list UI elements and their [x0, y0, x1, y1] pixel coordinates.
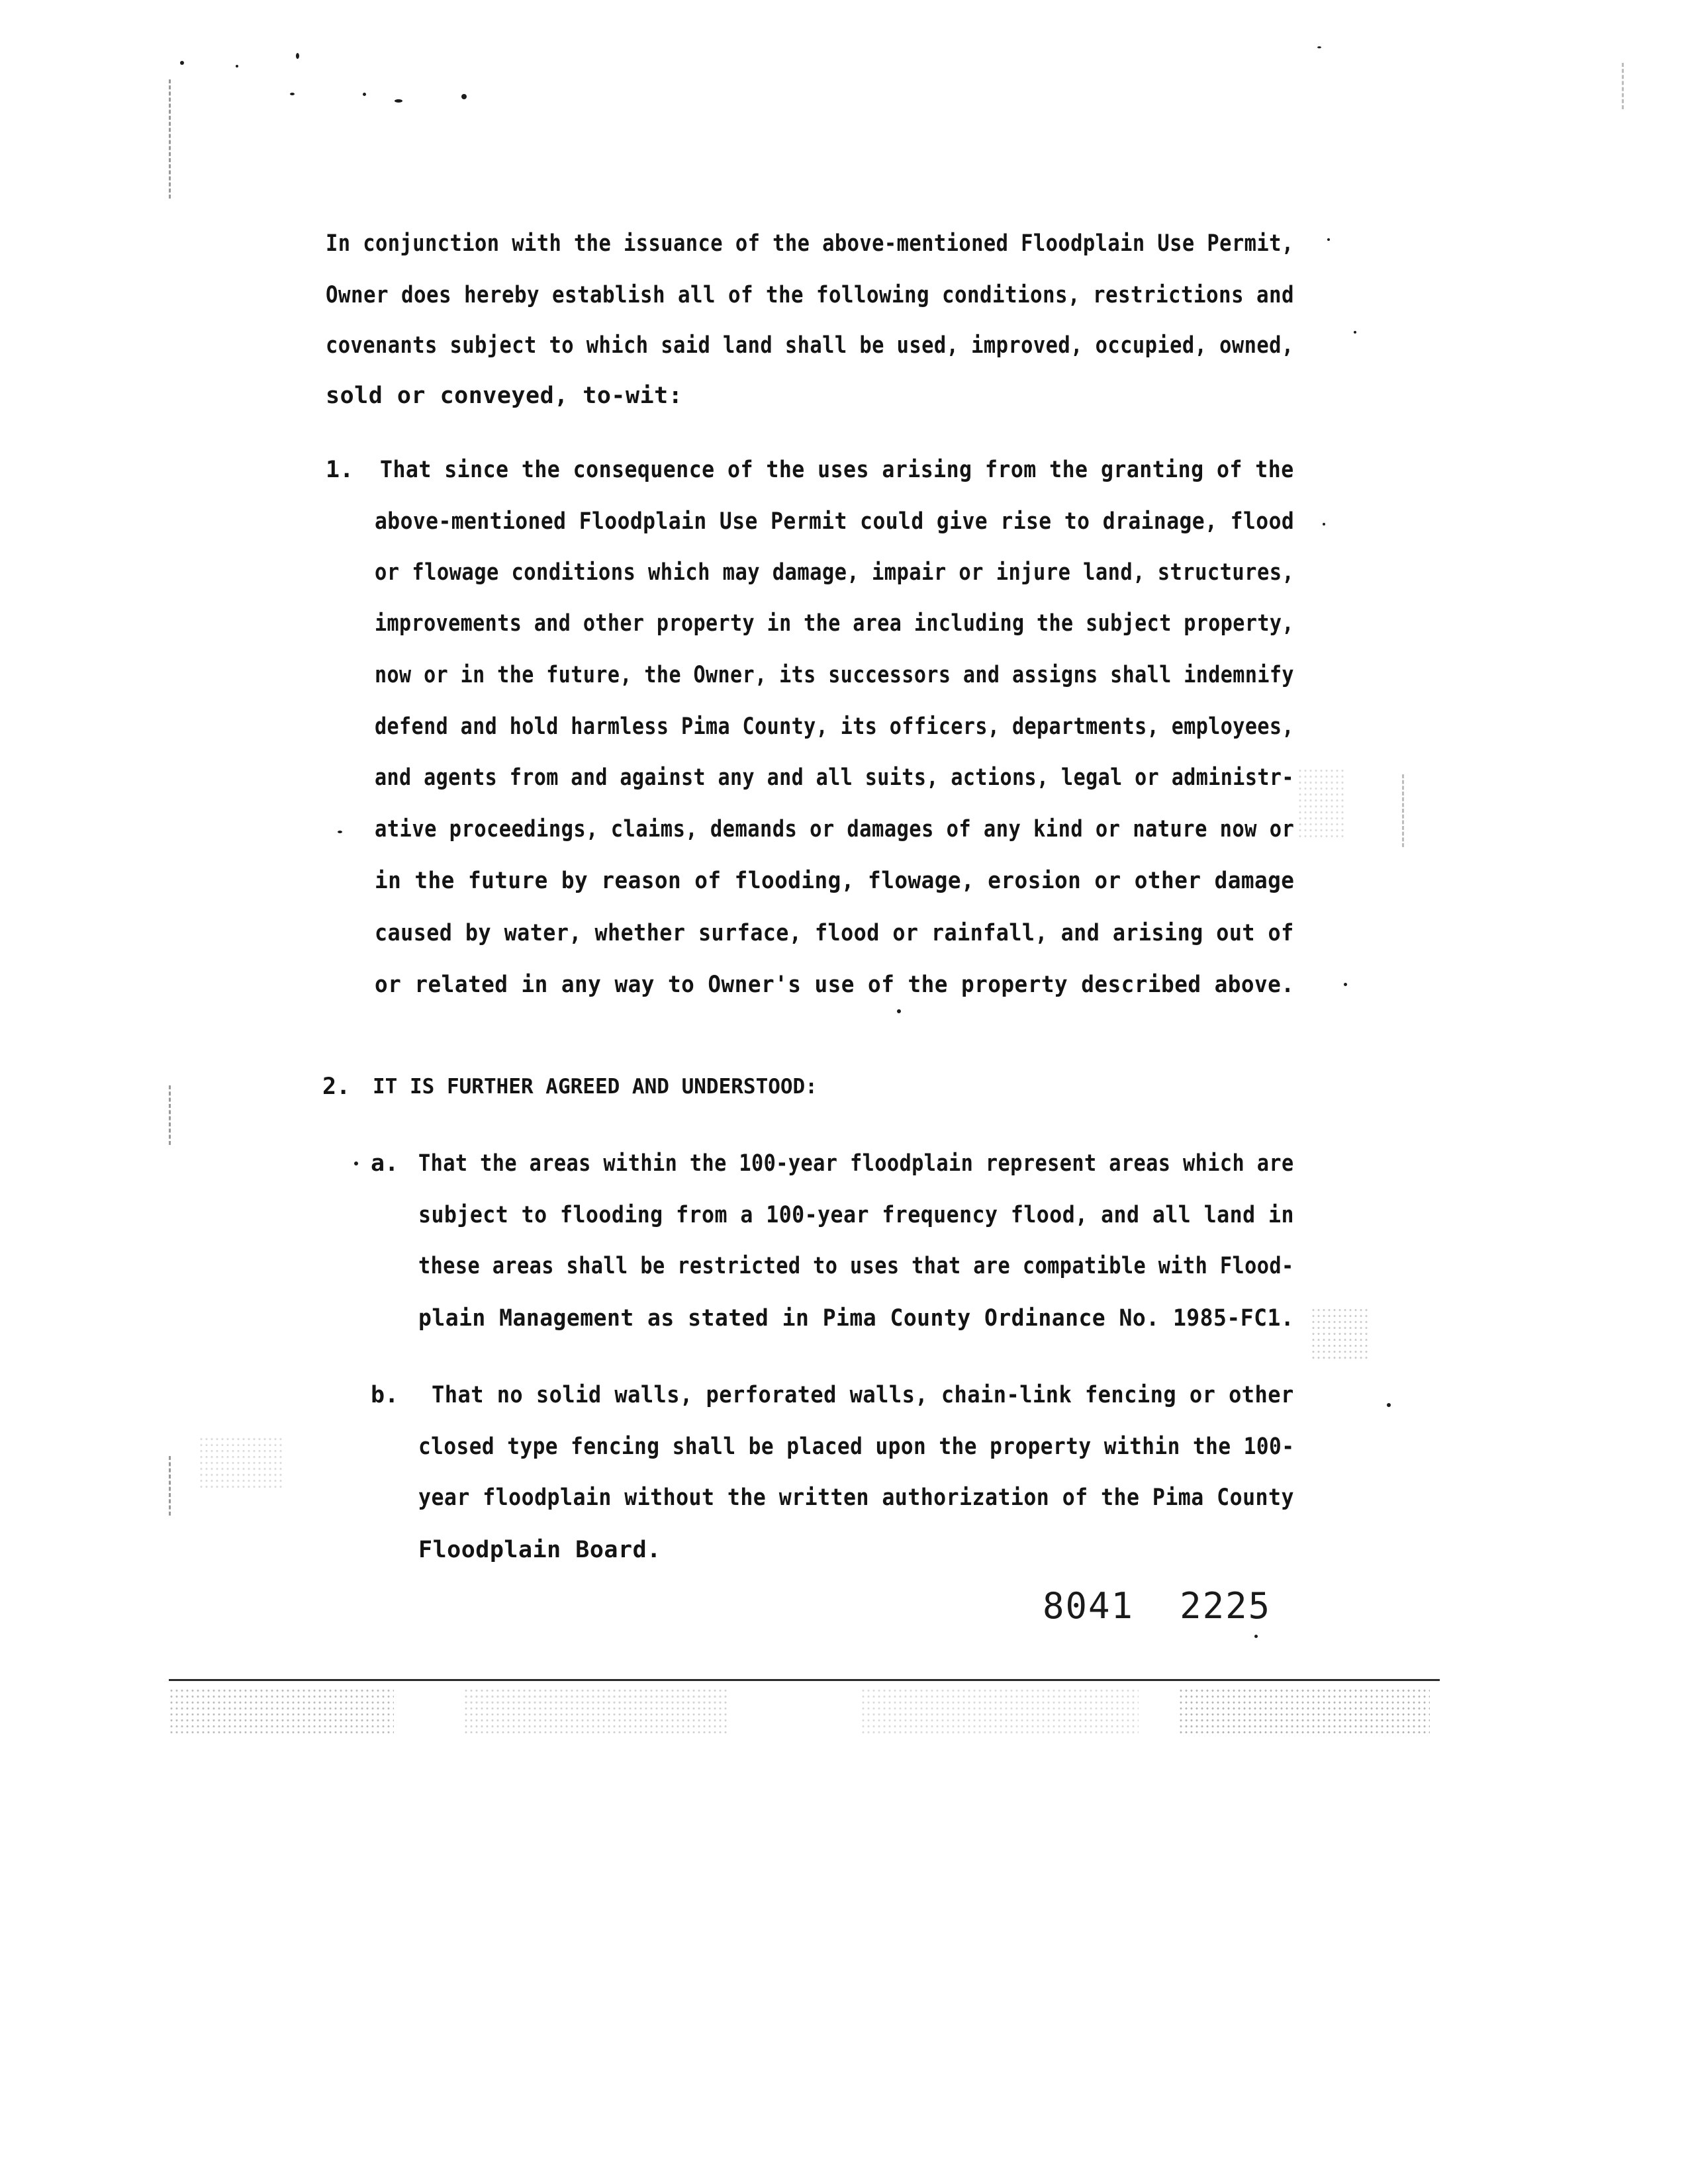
scan-margin-mark	[169, 79, 172, 199]
scan-noise	[1178, 1688, 1430, 1734]
item-2b-line: year floodplain without the written authorization of the Pima County	[418, 1484, 1294, 1511]
item-1-line: now or in the future, the Owner, its successors and assigns shall indemnify	[375, 662, 1294, 688]
scan-edge-mark	[1402, 774, 1406, 847]
item-1-line: That since the consequence of the uses arising from the granting of the	[380, 457, 1294, 483]
item-2a-line: these areas shall be restricted to uses that are compatible with Flood-	[418, 1253, 1294, 1279]
scan-speck	[354, 1161, 358, 1165]
scan-noise	[169, 1688, 394, 1734]
item-2b-line: closed type fencing shall be placed upon the property within the 100-	[418, 1433, 1295, 1460]
scan-speck	[1344, 983, 1347, 986]
scan-speck	[1387, 1403, 1391, 1407]
item-2-number: 2.	[322, 1073, 351, 1100]
item-1-line: or flowage conditions which may damage, impair or injure land, structures,	[375, 559, 1295, 586]
scan-speck	[180, 61, 184, 65]
scan-speck	[338, 831, 342, 833]
scan-speck	[236, 65, 238, 68]
scan-speck	[395, 99, 402, 103]
scan-speck	[1317, 46, 1321, 48]
scan-speck	[1323, 523, 1325, 525]
intro-line: In conjunction with the issuance of the above-mentioned Floodplain Use Permit,	[326, 230, 1294, 257]
item-1-line: improvements and other property in the area including the subject property,	[375, 610, 1294, 637]
item-2a-line: plain Management as stated in Pima County Ordinance No. 1985-FC1.	[418, 1305, 1295, 1332]
item-1-line: and agents from and against any and all suits, actions, legal or administr-	[375, 764, 1294, 791]
scan-speck	[897, 1009, 901, 1013]
intro-line: covenants subject to which said land shall be used, improved, occupied, owned,	[326, 332, 1294, 359]
intro-line: sold or conveyed, to-wit:	[326, 383, 683, 409]
scan-noise	[1311, 1307, 1370, 1360]
item-1-number: 1.	[326, 457, 354, 483]
item-1-line: above-mentioned Floodplain Use Permit could give rise to drainage, flood	[375, 508, 1295, 535]
scan-noise	[861, 1688, 1139, 1734]
item-2a-line: That the areas within the 100-year floodplain represent areas which are	[418, 1150, 1294, 1177]
intro-line: Owner does hereby establish all of the following conditions, restrictions and	[326, 282, 1295, 308]
scan-speck	[1327, 238, 1330, 241]
scan-speck	[363, 93, 366, 96]
scan-edge-mark	[1622, 63, 1626, 109]
item-2-heading: IT IS FURTHER AGREED AND UNDERSTOOD:	[373, 1075, 818, 1099]
item-2b-line: Floodplain Board.	[418, 1537, 661, 1563]
item-1-line: caused by water, whether surface, flood or rainfall, and arising out of	[375, 920, 1294, 946]
scan-speck	[1354, 331, 1356, 334]
item-2b-line: That no solid walls, perforated walls, chain-link fencing or other	[432, 1382, 1294, 1408]
item-2b-letter: b.	[371, 1382, 399, 1408]
item-1-line: defend and hold harmless Pima County, its officers, departments, employees,	[375, 713, 1294, 740]
scan-speck	[461, 94, 467, 99]
scan-margin-mark	[169, 1456, 172, 1516]
item-1-line: ative proceedings, claims, demands or damages of any kind or nature now or	[375, 816, 1295, 842]
scan-noise	[463, 1688, 728, 1734]
scan-speck	[296, 53, 299, 59]
scan-speck	[1254, 1635, 1258, 1638]
item-2a-line: subject to flooding from a 100-year frequency flood, and all land in	[418, 1202, 1294, 1228]
scan-noise	[199, 1436, 285, 1489]
recording-number: 8041 2225	[1043, 1585, 1272, 1627]
bottom-rule	[169, 1679, 1440, 1681]
scan-noise	[1297, 768, 1344, 841]
scan-margin-mark	[169, 1085, 172, 1145]
item-1-line: in the future by reason of flooding, flowage, erosion or other damage	[375, 868, 1295, 894]
item-2a-letter: a.	[371, 1150, 399, 1177]
scan-speck	[290, 93, 295, 95]
item-1-line: or related in any way to Owner's use of the property described above.	[375, 972, 1295, 998]
